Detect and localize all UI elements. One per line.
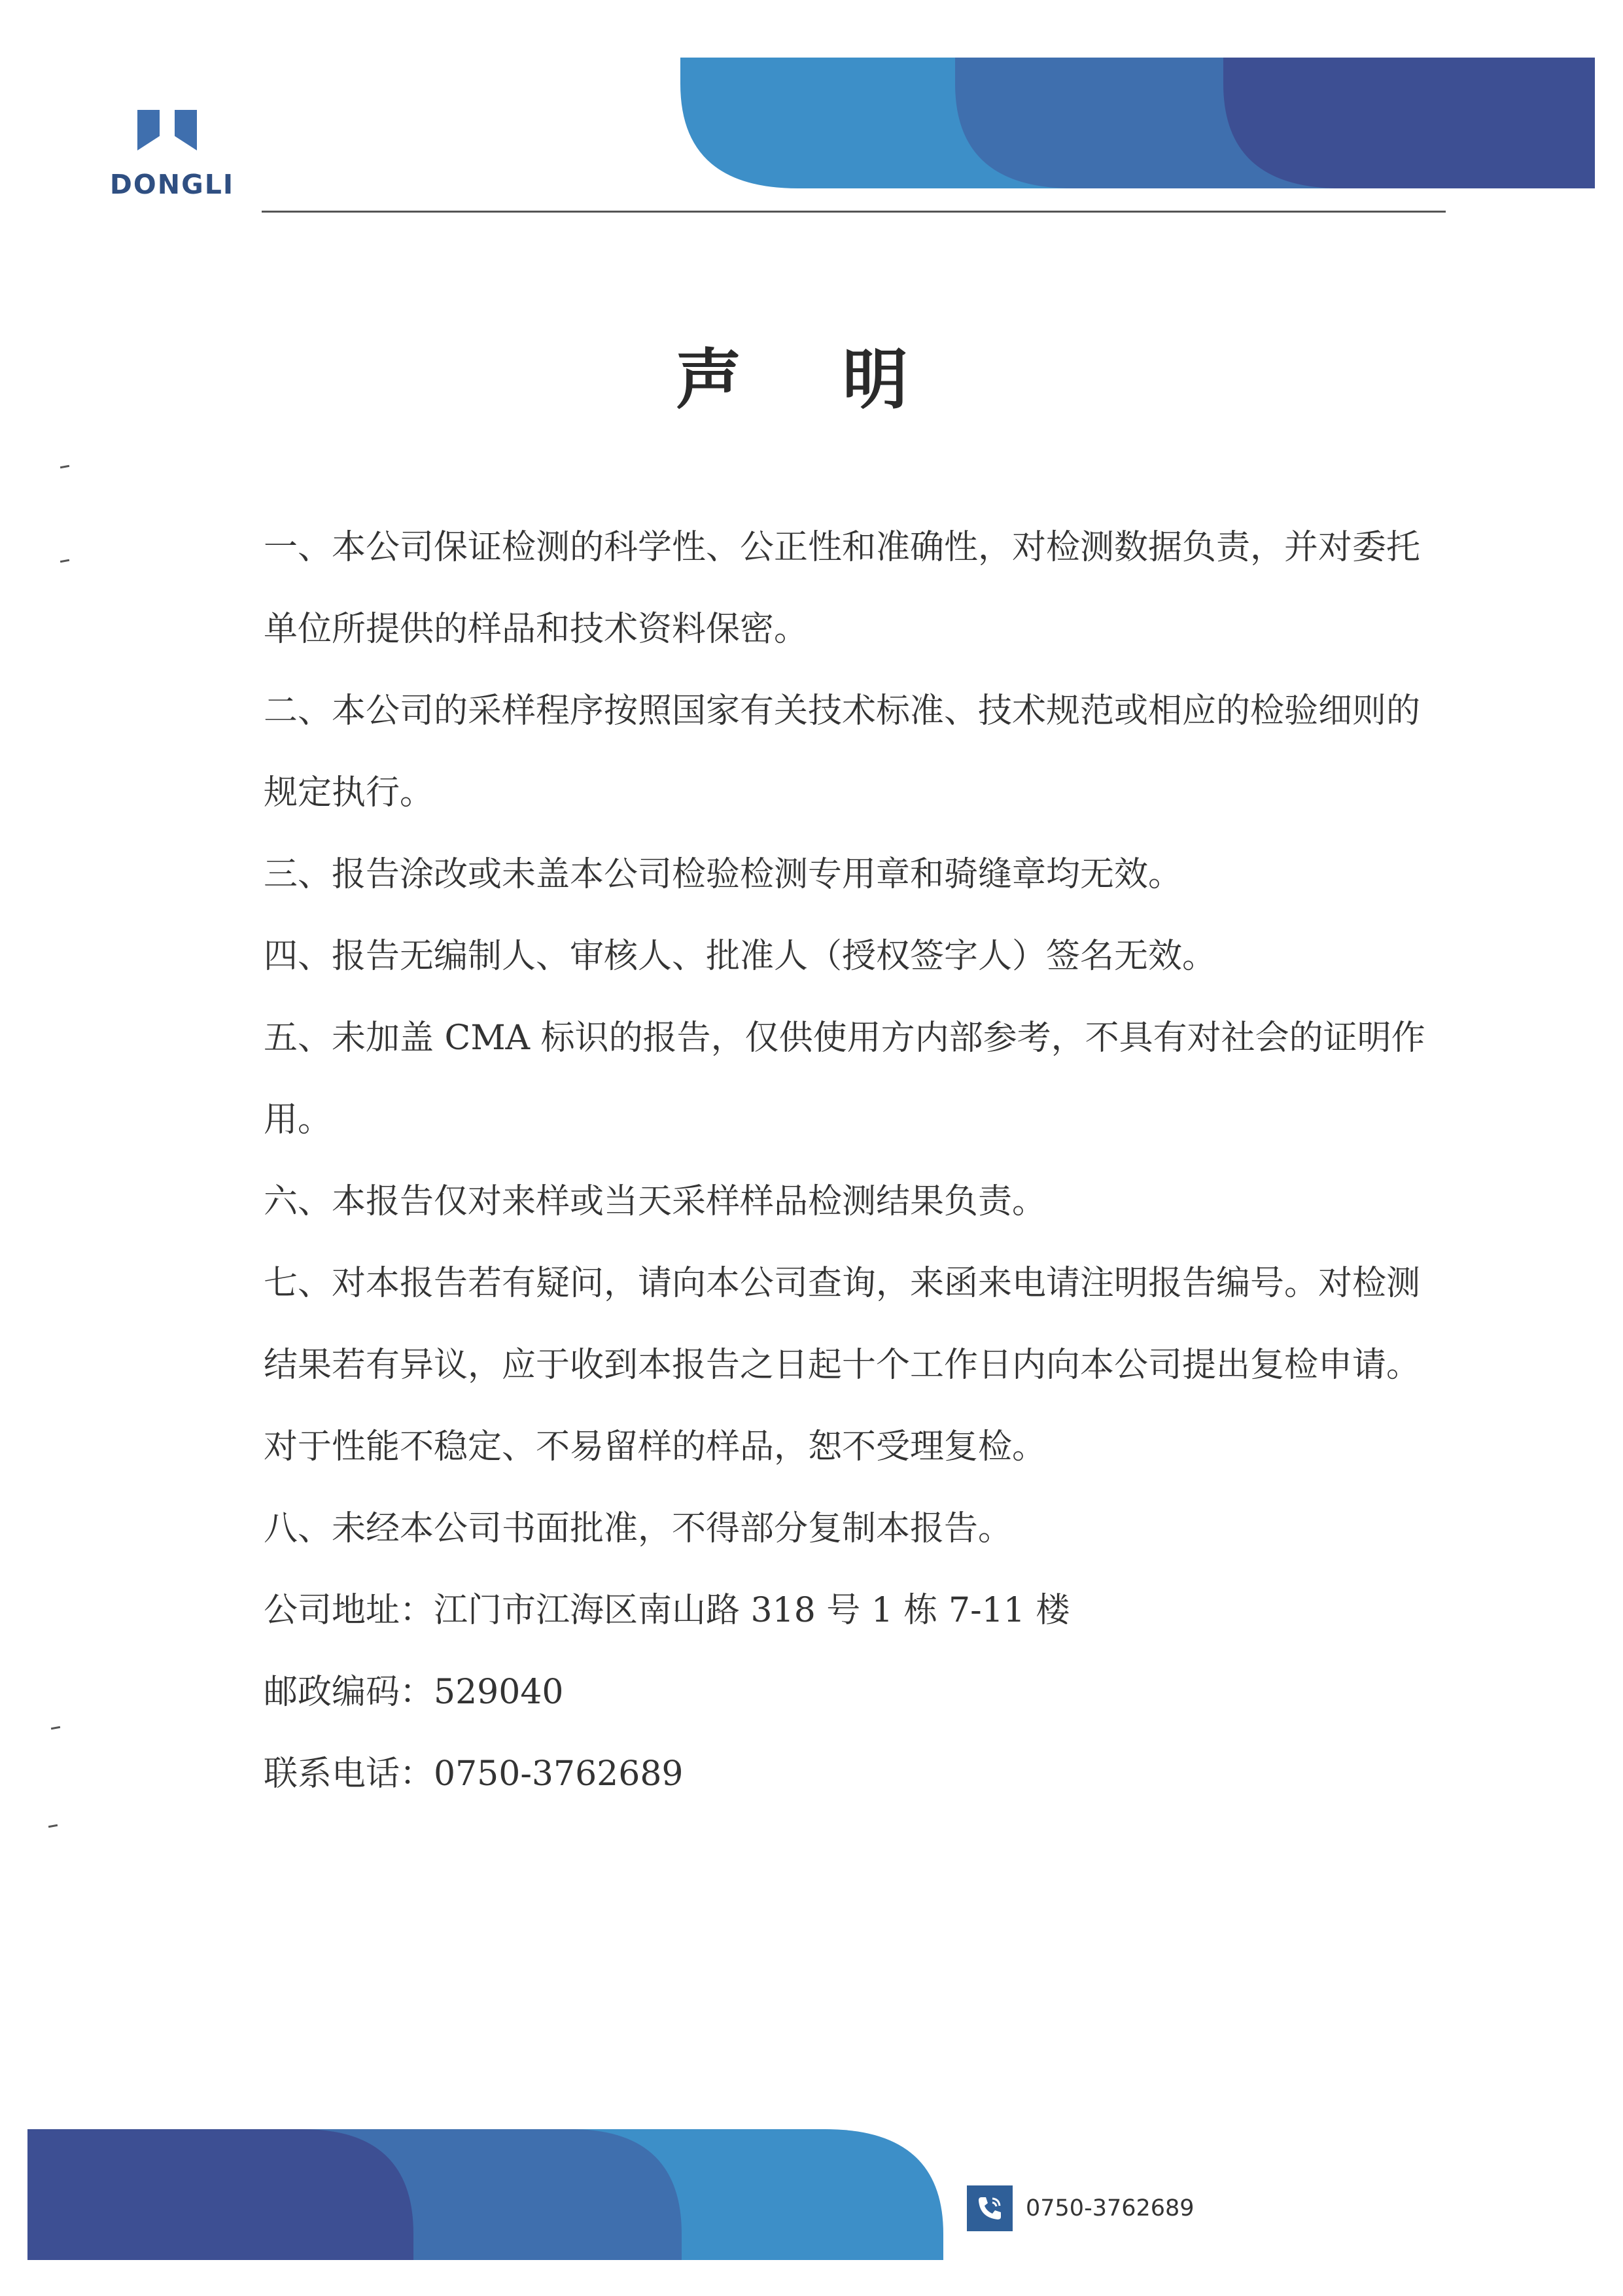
footer-phone-number: 0750-3762689 — [1026, 2195, 1195, 2221]
statement-item-3: 三、报告涂改或未盖本公司检验检测专用章和骑缝章均无效。 — [264, 855, 1183, 894]
statement-item-2: 二、本公司的采样程序按照国家有关技术标准、技术规范或相应的检验细则的规定执行。 — [264, 691, 1421, 812]
statement-item-1: 一、本公司保证检测的科学性、公正性和准确性，对检测数据负责，并对委托单位所提供的样品和技术资料保密。 — [264, 528, 1421, 649]
header-divider — [262, 211, 1446, 213]
statement-item-4: 四、报告无编制人、审核人、批准人（授权签字人）签名无效。 — [264, 937, 1217, 976]
contact-phone: 联系电话：0750-3762689 — [264, 1754, 684, 1794]
statement-item-5: 五、未加盖 CMA 标识的报告，仅供使用方内部参考，不具有对社会的证明作用。 — [264, 1018, 1425, 1139]
logo-mark-icon — [136, 110, 198, 150]
statement-item-7: 七、对本报告若有疑问，请向本公司查询，来函来电请注明报告编号。对检测结果若有异议，应于收到本报告之日起十个工作日内向本公司提出复检申请。对于性能不稳定、不易留样的样品，恕不受理复检。 — [264, 1264, 1421, 1467]
phone-icon — [967, 2185, 1013, 2231]
footer-banner — [27, 2129, 943, 2260]
page-title: 声 明 — [676, 341, 947, 418]
statement-item-8: 八、未经本公司书面批准，不得部分复制本报告。 — [264, 1509, 1013, 1548]
statement-body — [264, 507, 1441, 1815]
dongli-logo — [98, 110, 242, 208]
statement-item-6: 六、本报告仅对来样或当天采样样品检测结果负责。 — [264, 1182, 1047, 1221]
postal-code: 邮政编码：529040 — [264, 1673, 564, 1712]
footer-contact — [967, 2183, 1195, 2233]
company-address: 公司地址：江门市江海区南山路 318 号 1 栋 7-11 楼 — [264, 1591, 1070, 1630]
logo-text: DONGLI — [109, 169, 235, 200]
header-banner — [680, 58, 1595, 188]
